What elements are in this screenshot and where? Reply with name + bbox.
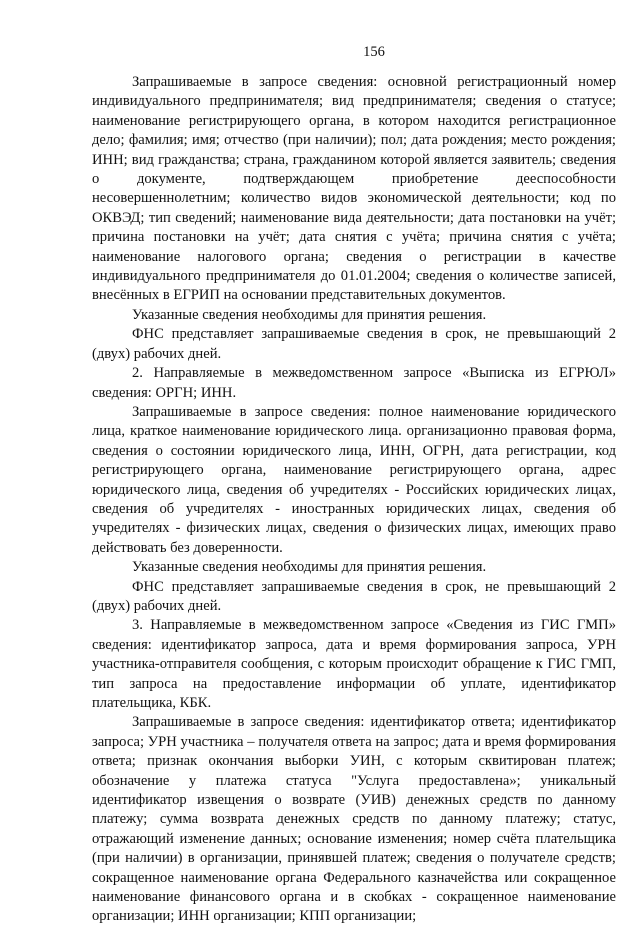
paragraph-egrip-requested-info: Запрашиваемые в запросе сведения: основной регистрационный номер индивидуального предпринимателя; вид предпринимателя; сведения о статусе; наименование регистрирующего органа, в котором находится регистрационное дело; фамилия; имя; отчество (при наличии); пол; дата рождения; место рождения; ИНН; вид гражданства; страна, гражданином которой является заявитель; сведения о документе, подтверждающем приобретение дееспособности несовершеннолетним; количество видов экономической деятельности; код по ОКВЭД; тип сведений; наименование вида деятельности; дата постановки на учёт; причина постановки на учёт; дата снятия с учёта; причина снятия с учёта; наименование налогового органа; сведения о регистрации в качестве индивидуального предпринимателя до 01.01.2004; сведения о количестве записей, внесённых в ЕГРИП на основании представительных документов. — [92, 74, 616, 304]
paragraph-gis-gmp-requested-info: Запрашиваемые в запросе сведения: идентификатор ответа; идентификатор запроса; УРН участника – получателя ответа на запрос; дата и время формирования ответа; признак окончания выборки УИН, с которым сквитирован платеж; обозначение у платежа статуса "Услуга предоставлена»; уникальный идентификатор извещения о возврате (УИВ) денежных средств по данному платежу; сумма возврата денежных средств по данному платежу; статус, отражающий изменение данных; основание изменения; номер счёта плательщика (при наличии) в организации, принявшей платеж; сведения о получателе средств; сокращенное наименование органа Федерального казначейства или сокращенное наименование финансового органа и в скобках - сокращенное наименование организации; ИНН организации; КПП организации; — [92, 714, 616, 925]
paragraph-egrul-requested-info: Запрашиваемые в запросе сведения: полное наименование юридического лица, краткое наименование юридического лица. организационно правовая форма, сведения о состоянии юридического лица, ИНН, ОГРН, дата регистрации, код регистрирующего органа, наименование регистрирующего органа, адрес юридического лица, сведения об учредителях - Российских юридических лицах, сведения об учредителях - иностранных юридических лицах, сведения об учредителях - физических лицах, сведения о физических лицах, имеющих право действовать без доверенности. — [92, 403, 616, 556]
page-number: 156 — [363, 44, 385, 60]
paragraph-egrul-request: 2. Направляемые в межведомственном запросе «Выписка из ЕГРЮЛ» сведения: ОРГН; ИНН. — [92, 365, 616, 401]
paragraph-info-purpose-1: Указанные сведения необходимы для принятия решения. — [132, 306, 487, 323]
paragraph-fns-deadline-1: ФНС представляет запрашиваемые сведения в срок, не превышающий 2 (двух) рабочих дней. — [92, 326, 616, 362]
paragraph-fns-deadline-2: ФНС представляет запрашиваемые сведения в срок, не превышающий 2 (двух) рабочих дней. — [92, 578, 616, 614]
paragraph-info-purpose-2: Указанные сведения необходимы для принятия решения. — [132, 559, 487, 576]
paragraph-gis-gmp-request: 3. Направляемые в межведомственном запросе «Сведения из ГИС ГМП» сведения: идентификатор запроса, дата и время формирования запроса, УРН участника-отправителя сообщения, с которым происходит обращение к ГИС ГМП, тип запроса на предоставление информации об уплате, идентификатор плательщика, КБК. — [92, 617, 616, 711]
